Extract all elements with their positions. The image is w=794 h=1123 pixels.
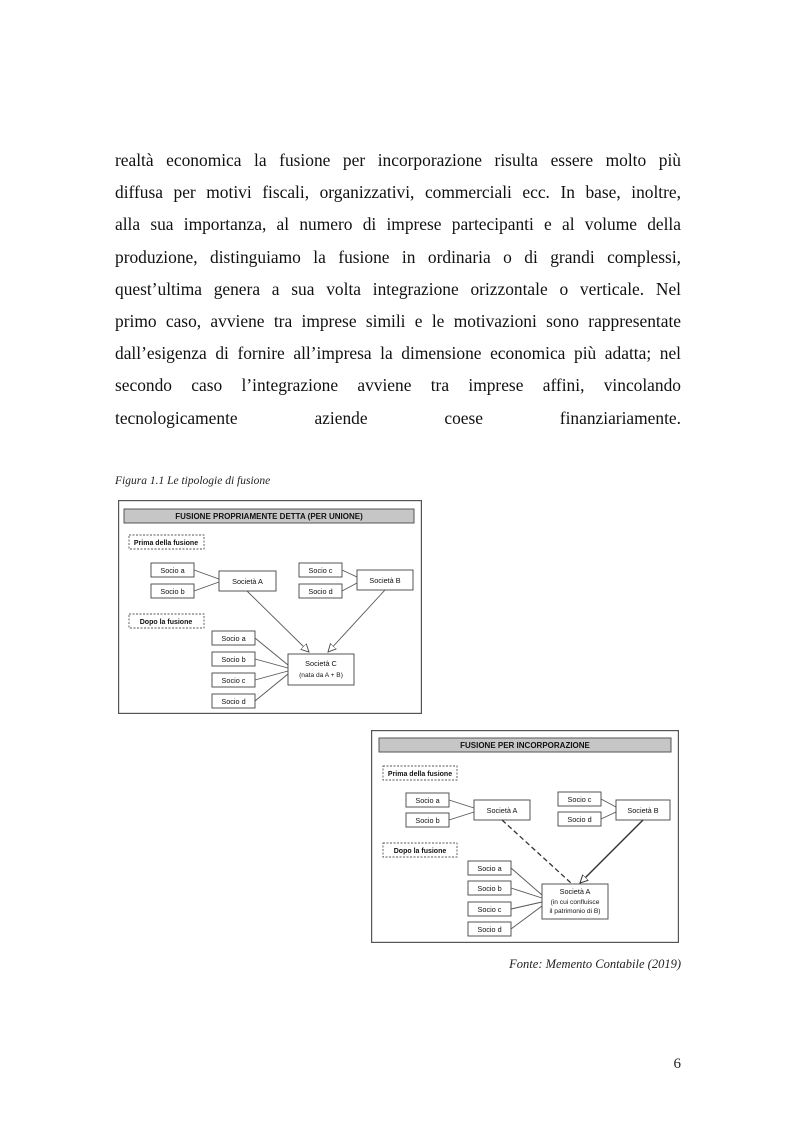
paragraph-line: tecnologicamente aziende coese finanziariamente. <box>115 407 681 428</box>
figure-source: Fonte: Memento Contabile (2019) <box>509 957 681 971</box>
company-a-label: Società A <box>486 806 518 815</box>
before-label: Prima della fusione <box>133 540 199 547</box>
result-company-label: Società A <box>559 887 591 896</box>
result-company-note: (nata da A + B) <box>299 672 343 679</box>
result-company-note: (in cui confluisce <box>550 899 600 906</box>
company-a-label: Società A <box>232 577 263 586</box>
diagram-title: FUSIONE PER INCORPORAZIONE <box>460 741 590 750</box>
paragraph-line: dall’esigenza di fornire all’impresa la dimensione economica più adatta; nel <box>115 343 681 364</box>
socio-a-label: Socio a <box>415 796 440 805</box>
socio-c-after-label: Socio c <box>221 676 246 685</box>
company-b-label: Società B <box>627 806 659 815</box>
after-label: Dopo la fusione <box>393 848 447 855</box>
result-company-note: il patrimonio di B) <box>549 908 601 915</box>
body-paragraph <box>115 144 681 434</box>
paragraph-line: primo caso, avviene tra imprese simili e le motivazioni sono rappresentate <box>115 311 681 332</box>
socio-d-after-label: Socio d <box>221 697 246 706</box>
paragraph-line: quest’ultima genera a sua volta integrazione orizzontale o verticale. Nel <box>115 278 681 299</box>
socio-d-label: Socio d <box>308 587 333 596</box>
result-company-label: Società C <box>305 659 337 668</box>
after-label: Dopo la fusione <box>139 619 193 626</box>
paragraph-line: secondo caso l’integrazione avviene tra imprese affini, vincolando <box>115 375 681 396</box>
paragraph-line: alla sua importanza, al numero di imprese partecipanti e al volume della <box>115 214 681 235</box>
socio-c-after-label: Socio c <box>477 905 502 914</box>
diagram-incorporation <box>371 730 679 943</box>
socio-c-label: Socio c <box>567 795 592 804</box>
socio-d-label: Socio d <box>567 815 592 824</box>
diagram-frame <box>119 501 422 714</box>
paragraph-line: realtà economica la fusione per incorporazione risulta essere molto più <box>115 150 681 170</box>
socio-b-label: Socio b <box>160 587 185 596</box>
socio-b-after-label: Socio b <box>477 884 502 893</box>
socio-a-after-label: Socio a <box>477 864 502 873</box>
paragraph-line: diffusa per motivi fiscali, organizzativi, commerciali ecc. In base, inoltre, <box>115 182 681 203</box>
diagram-union <box>118 500 422 714</box>
socio-a-label: Socio a <box>160 566 185 575</box>
page-number: 6 <box>673 1056 681 1072</box>
diagram-title: FUSIONE PROPRIAMENTE DETTA (PER UNIONE) <box>175 512 363 521</box>
before-label: Prima della fusione <box>387 771 453 778</box>
paragraph-line: produzione, distinguiamo la fusione in ordinaria o di grandi complessi, <box>115 246 681 267</box>
figure-caption: Figura 1.1 Le tipologie di fusione <box>115 475 271 487</box>
socio-b-label: Socio b <box>415 816 440 825</box>
socio-c-label: Socio c <box>308 566 333 575</box>
socio-b-after-label: Socio b <box>221 655 246 664</box>
diagram-frame <box>372 731 679 943</box>
socio-d-after-label: Socio d <box>477 925 502 934</box>
company-b-label: Società B <box>369 576 401 585</box>
socio-a-after-label: Socio a <box>221 634 246 643</box>
